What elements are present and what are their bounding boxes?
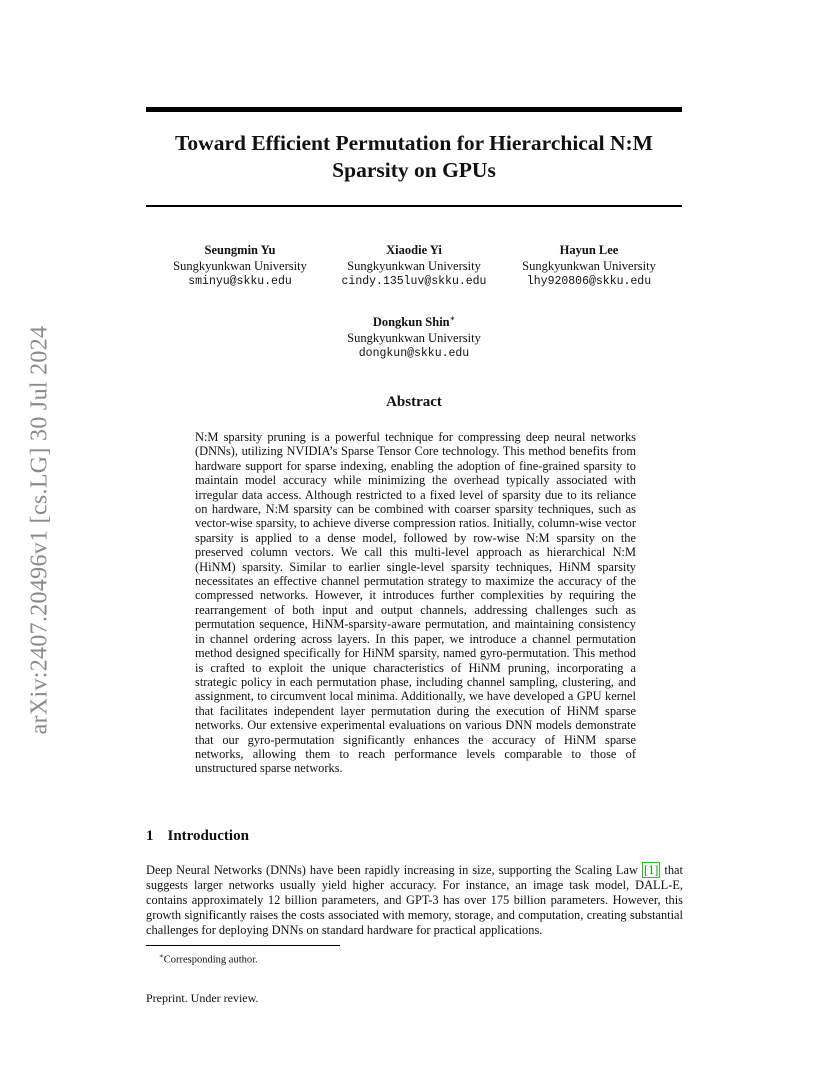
citation-link[interactable]: [1]	[643, 863, 659, 877]
author-name: Dongkun Shin∗	[372, 314, 456, 330]
footnote-rule	[146, 945, 340, 946]
section-title: Introduction	[167, 828, 249, 844]
introduction-paragraph: Deep Neural Networks (DNNs) have been rapidly increasing in size, supporting the Scaling Law [1] that suggests larger networks usually yield higher accuracy. For instance, an image task model, DALL-E, contains approximately 12 billion parameters, and GPT-3 has over 175 billion parameters. However, this growth significantly raises the costs associated with memory, storage, and computation, creating substantial challenges for deploying DNNs on standard hardware for practical applications.	[146, 863, 683, 937]
author-affiliation: Sungkyunkwan University	[347, 331, 481, 346]
section-heading-introduction	[146, 828, 249, 845]
author-block	[499, 242, 679, 290]
title-rule-bottom	[146, 205, 682, 207]
footnote-marker: ∗	[159, 952, 164, 960]
author-name: Hayun Lee	[559, 243, 619, 257]
author-name: Seungmin Yu	[204, 243, 276, 257]
author-email[interactable]: cindy.135luv@skku.edu	[341, 275, 487, 288]
author-block	[150, 242, 330, 290]
abstract-text: N:M sparsity pruning is a powerful technique for compressing deep neural networks (DNNs), utilizing NVIDIA’s Sparse Tensor Core technology. This method benefits from hardware support for sparse indexing, enabling the adoption of fine-grained sparsity to maintain model accuracy while minimizing the overhead typically associated with irregular data access. Although restricted to a fixed level of sparsity due to its reliance on hardware, N:M sparsity can be combined with coarser sparsity techniques, such as vector-wise sparsity, to achieve diverse compression ratios. Initially, column-wise vector sparsity is applied to a dense model, followed by row-wise N:M sparsity on the preserved column vectors. We call this multi-level approach as hierarchical N:M (HiNM) sparsity. Similar to earlier single-level sparsity techniques, HiNM sparsity necessitates an effective channel permutation strategy to maximize the accuracy of the compressed networks. However, it introduces further complexities by requiring the rearrangement of both input and output channels, addressing challenges such as permutation sequence, HiNM-sparsity-aware permutation, and maintaining consistency in channel ordering across layers. In this paper, we introduce a channel permutation method designed specifically for HiNM sparsity, named gyro-permutation. This method is crafted to exploit the unique characteristics of HiNM pruning, incorporating a strategic policy in each permutation phase, including channel sampling, clustering, and assignment, to circumvent local minima. Additionally, we have developed a GPU kernel that facilitates independent layer permutation during the execution of HiNM sparse networks. Our extensive experimental evaluations on various DNN models demonstrate that our gyro-permutation significantly enhances the accuracy of HiNM sparse networks, allowing them to reach performance levels comparable to those of unstructured sparse networks.	[195, 430, 636, 776]
abstract-heading: Abstract	[386, 394, 442, 410]
footnote: ∗Corresponding author.	[159, 952, 258, 966]
author-affiliation: Sungkyunkwan University	[347, 259, 481, 273]
author-affiliation: Sungkyunkwan University	[173, 259, 307, 273]
author-email[interactable]: lhy920806@skku.edu	[526, 275, 652, 288]
author-block	[324, 242, 504, 290]
corresponding-marker: ∗	[449, 314, 456, 323]
arxiv-stamp: arXiv:2407.20496v1 [cs.LG] 30 Jul 2024	[26, 325, 53, 735]
author-block	[324, 311, 504, 362]
section-number: 1	[146, 828, 154, 844]
author-email[interactable]: dongkun@skku.edu	[358, 347, 470, 361]
author-affiliation: Sungkyunkwan University	[522, 259, 656, 273]
title-rule-top	[146, 107, 682, 112]
author-name: Xiaodie Yi	[386, 243, 442, 257]
author-email[interactable]: sminyu@skku.edu	[188, 275, 292, 288]
preprint-notice: Preprint. Under review.	[146, 991, 259, 1005]
paper-title: Toward Efficient Permutation for Hierarchical N:M Sparsity on GPUs	[175, 131, 653, 182]
